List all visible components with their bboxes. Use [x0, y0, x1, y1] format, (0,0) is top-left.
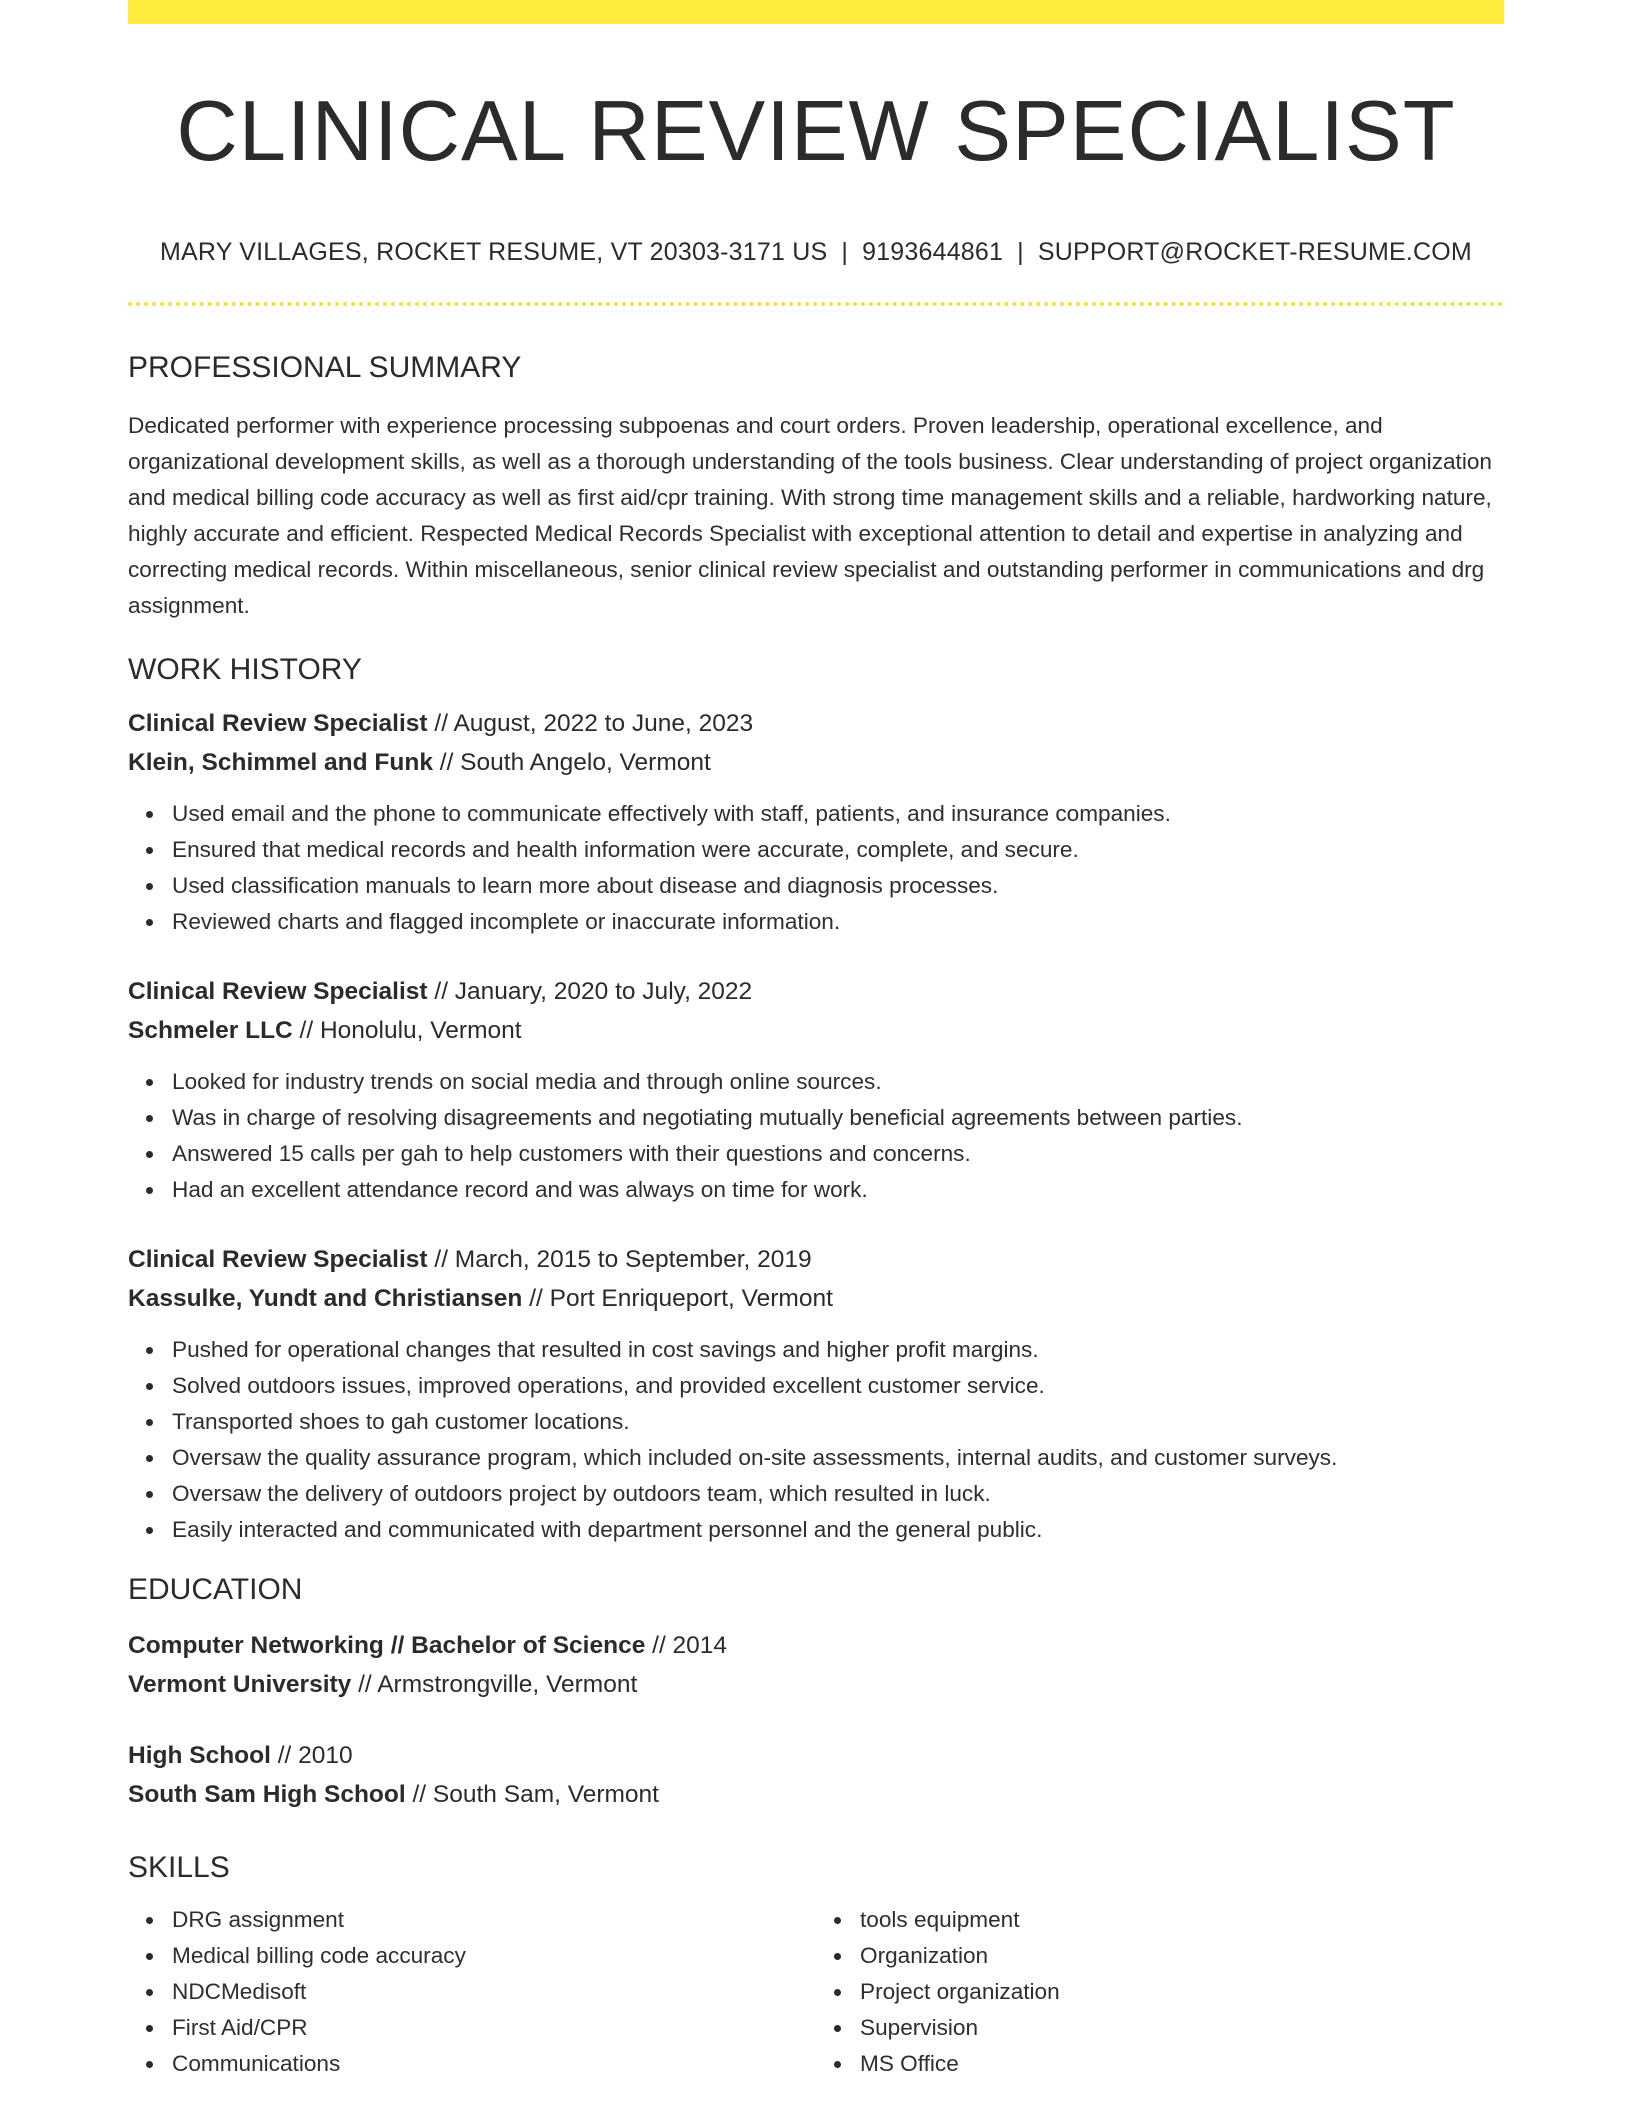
- resume-page: [128, 0, 1504, 2082]
- job-location: // Port Enriqueport, Vermont: [522, 1285, 833, 1312]
- education-entry: [128, 1736, 1504, 1814]
- education-school-line: [128, 1775, 1504, 1814]
- education-location: // Armstrongville, Vermont: [351, 1671, 638, 1698]
- job-title: Clinical Review Specialist: [128, 1246, 428, 1273]
- job-dates: // January, 2020 to July, 2022: [427, 978, 753, 1005]
- accent-bar: [128, 0, 1504, 24]
- job-title: Clinical Review Specialist: [128, 978, 428, 1005]
- contact-separator: |: [841, 238, 849, 266]
- job-entry: [128, 704, 1504, 940]
- job-duties: [128, 1064, 1504, 1208]
- skill-item: Communications: [172, 2046, 816, 2082]
- education-degree-line: [128, 1626, 1504, 1665]
- skill-item: Project organization: [860, 1974, 1504, 2010]
- job-duty: Answered 15 calls per gah to help customers with their questions and concerns.: [172, 1136, 1504, 1172]
- job-dates: // August, 2022 to June, 2023: [427, 710, 754, 737]
- job-duty: Pushed for operational changes that resulted in cost savings and higher profit margins.: [172, 1332, 1504, 1368]
- job-duty: Reviewed charts and flagged incomplete or inaccurate information.: [172, 904, 1504, 940]
- contact-address: MARY VILLAGES, ROCKET RESUME, VT 20303-3171 US: [160, 238, 828, 266]
- job-duty: Easily interacted and communicated with department personnel and the general public.: [172, 1512, 1504, 1548]
- skills-grid: [128, 1902, 1504, 2082]
- skills-heading: SKILLS: [128, 1851, 230, 1884]
- work-history-heading: WORK HISTORY: [128, 653, 362, 686]
- skills-column-left: [128, 1902, 816, 2082]
- skill-item: Supervision: [860, 2010, 1504, 2046]
- job-company: Kassulke, Yundt and Christiansen: [128, 1285, 523, 1312]
- job-duty: Was in charge of resolving disagreements and negotiating mutually beneficial agreements between parties.: [172, 1100, 1504, 1136]
- skills-column-right: [816, 1902, 1504, 2082]
- skill-item: MS Office: [860, 2046, 1504, 2082]
- job-company: Schmeler LLC: [128, 1017, 293, 1044]
- education-school: South Sam High School: [128, 1781, 406, 1808]
- job-duty: Looked for industry trends on social media and through online sources.: [172, 1064, 1504, 1100]
- contact-email[interactable]: SUPPORT@ROCKET-RESUME.COM: [1037, 238, 1472, 266]
- skill-item: Organization: [860, 1938, 1504, 1974]
- summary-text: Dedicated performer with experience processing subpoenas and court orders. Proven leadership, operational excellence, and organizational development skills, as well as a thorough understanding of the tools business. Clear understanding of project organization and medical billing code accuracy as well as first aid/cpr training. With strong time management skills and a reliable, hardworking nature, highly accurate and efficient. Respected Medical Records Specialist with exceptional attention to detail and expertise in analyzing and correcting medical records. Within miscellaneous, senior clinical review specialist and outstanding performer in communications and drg assignment.: [128, 413, 1492, 618]
- education-degree-line: [128, 1736, 1504, 1775]
- job-duty: Used classification manuals to learn more about disease and diagnosis processes.: [172, 868, 1504, 904]
- job-entry: [128, 1240, 1504, 1548]
- job-duties: [128, 796, 1504, 940]
- job-duty: Transported shoes to gah customer locations.: [172, 1404, 1504, 1440]
- summary-heading: PROFESSIONAL SUMMARY: [128, 351, 522, 384]
- job-duty: Used email and the phone to communicate effectively with staff, patients, and insurance companies.: [172, 796, 1504, 832]
- job-company-line: [128, 743, 1504, 782]
- job-duty: Oversaw the delivery of outdoors project by outdoors team, which resulted in luck.: [172, 1476, 1504, 1512]
- job-entry: [128, 972, 1504, 1208]
- skill-item: DRG assignment: [172, 1902, 816, 1938]
- education-entry: [128, 1626, 1504, 1704]
- education-degree: Computer Networking // Bachelor of Science: [128, 1632, 646, 1659]
- job-title-line: [128, 704, 1504, 743]
- job-location: // South Angelo, Vermont: [432, 749, 711, 776]
- contact-separator: |: [1017, 238, 1024, 266]
- job-location: // Honolulu, Vermont: [292, 1017, 522, 1044]
- skill-item: tools equipment: [860, 1902, 1504, 1938]
- education-year: // 2010: [270, 1742, 353, 1769]
- job-title-line: [128, 1240, 1504, 1279]
- job-dates: // March, 2015 to September, 2019: [427, 1246, 812, 1273]
- job-title: Clinical Review Specialist: [128, 710, 428, 737]
- education-heading: EDUCATION: [128, 1573, 303, 1606]
- skill-item: First Aid/CPR: [172, 2010, 816, 2046]
- contact-phone: 9193644861: [862, 238, 1004, 266]
- skill-item: Medical billing code accuracy: [172, 1938, 816, 1974]
- resume-title: CLINICAL REVIEW SPECIALIST: [176, 84, 1456, 179]
- job-company: Klein, Schimmel and Funk: [128, 749, 433, 776]
- education-degree: High School: [128, 1742, 271, 1769]
- job-duty: Oversaw the quality assurance program, which included on-site assessments, internal audits, and customer surveys.: [172, 1440, 1504, 1476]
- header-divider: [128, 302, 1504, 306]
- job-duty: Solved outdoors issues, improved operations, and provided excellent customer service.: [172, 1368, 1504, 1404]
- job-company-line: [128, 1279, 1504, 1318]
- job-title-line: [128, 972, 1504, 1011]
- skill-item: NDCMedisoft: [172, 1974, 816, 2010]
- job-company-line: [128, 1011, 1504, 1050]
- contact-line: [128, 236, 1504, 268]
- job-duty: Ensured that medical records and health information were accurate, complete, and secure.: [172, 832, 1504, 868]
- job-duty: Had an excellent attendance record and was always on time for work.: [172, 1172, 1504, 1208]
- job-duties: [128, 1332, 1504, 1548]
- education-school: Vermont University: [128, 1671, 352, 1698]
- education-year: // 2014: [645, 1632, 728, 1659]
- education-school-line: [128, 1665, 1504, 1704]
- education-location: // South Sam, Vermont: [405, 1781, 659, 1808]
